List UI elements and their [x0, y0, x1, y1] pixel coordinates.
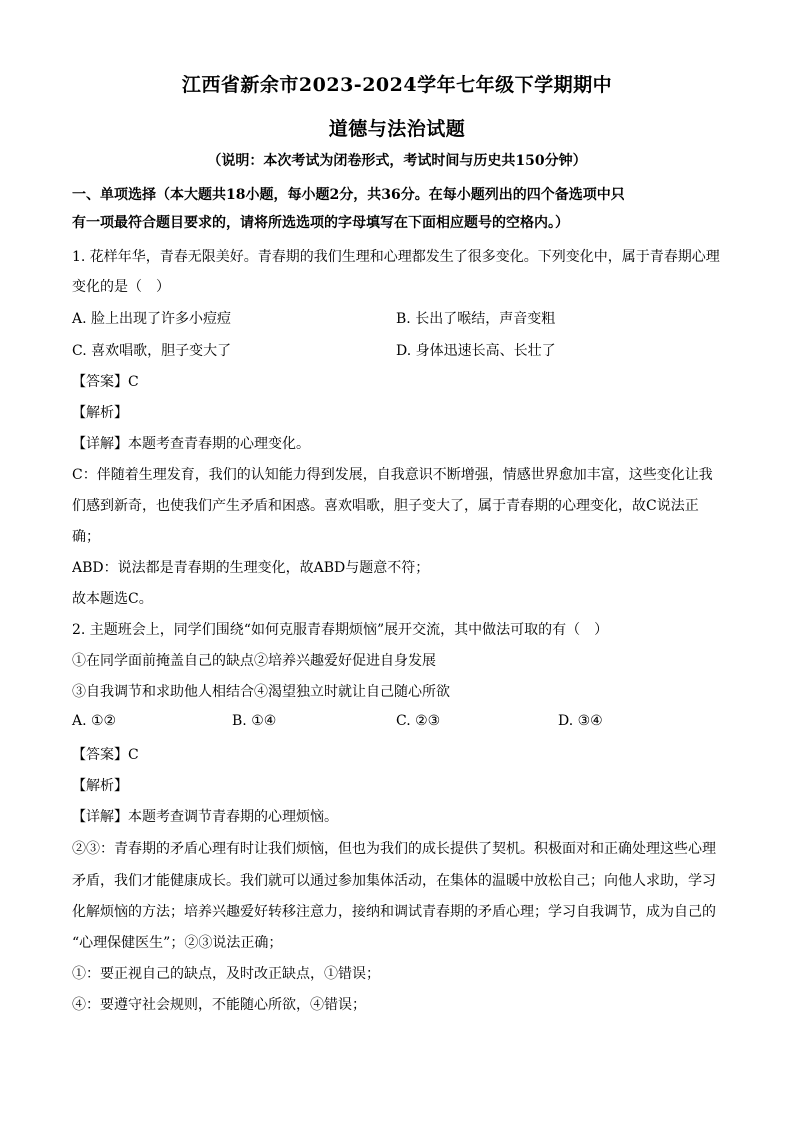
- section-heading-line-2: 有一项最符合题目要求的，请将所选选项的字母填写在下面相应题号的空格内。）: [72, 215, 569, 231]
- q1-detail: 【详解】本题考查青春期的心理变化。: [72, 436, 310, 452]
- q2-explanation-line-3: 化解烦恼的方法；培养兴趣爱好转移注意力，接纳和调试青春期的矛盾心理；学习自我调节，成为自己的: [72, 904, 716, 920]
- q1-analysis-label: 【解析】: [72, 405, 128, 421]
- q2-explanation-line-6: ④：要遵守社会规则，不能随心所欲，④错误；: [72, 997, 366, 1013]
- exam-note: （说明：本次考试为闭卷形式，考试时间与历史共150分钟）: [207, 153, 587, 169]
- q2-explanation-line-5: ①：要正视自己的缺点，及时改正缺点，①错误；: [72, 966, 380, 982]
- q1-answer: 【答案】C: [72, 374, 139, 390]
- q2-analysis-label: 【解析】: [72, 778, 128, 794]
- q2-option-a: A. ①②: [72, 713, 117, 729]
- q2-detail: 【详解】本题考查调节青春期的心理烦恼。: [72, 809, 338, 825]
- q1-option-a: A. 脸上出现了许多小痘痘: [72, 311, 232, 327]
- q1-explanation-line-4: ABD：说法都是青春期的生理变化，故ABD与题意不符；: [72, 560, 430, 576]
- q1-explanation-line-2: 们感到新奇，也使我们产生矛盾和困惑。喜欢唱歌，胆子变大了，属于青春期的心理变化，故C说法正: [72, 498, 699, 514]
- q1-option-c: C. 喜欢唱歌，胆子变大了: [72, 343, 232, 359]
- section-heading-line-1: 一、单项选择（本大题共18小题，每小题2分，共36分。在每小题列出的四个备选项中只: [72, 187, 625, 203]
- q2-explanation-line-1: ②③：青春期的矛盾心理有时让我们烦恼，但也为我们的成长提供了契机。积极面对和正确处理这些心理: [72, 841, 716, 857]
- q1-conclusion: 故本题选C。: [72, 591, 153, 607]
- q2-option-d: D. ③④: [558, 713, 603, 729]
- q1-stem-line-1: 1. 花样年华，青春无限美好。青春期的我们生理和心理都发生了很多变化。下列变化中，属于青春期心理: [72, 249, 720, 265]
- q1-explanation-line-1: C：伴随着生理发育，我们的认知能力得到发展，自我意识不断增强，情感世界愈加丰富，这些变化让我: [72, 467, 713, 483]
- q2-explanation-line-2: 矛盾，我们才能健康成长。我们就可以通过参加集体活动，在集体的温暖中放松自己；向他人求助，学习: [72, 873, 716, 889]
- q1-stem-line-2: 变化的是（ ）: [72, 279, 170, 295]
- q2-option-b: B. ①④: [232, 713, 277, 729]
- q2-stem-line-3: ③自我调节和求助他人相结合④渴望独立时就让自己随心所欲: [72, 684, 450, 700]
- q2-stem-line-1: 2. 主题班会上，同学们围绕“如何克服青春期烦恼”展开交流，其中做法可取的有（ ）: [72, 622, 609, 638]
- exam-subtitle: 道德与法治试题: [328, 118, 466, 140]
- q2-explanation-line-4: “心理保健医生”；②③说法正确；: [72, 935, 283, 951]
- q1-option-b: B. 长出了喉结，声音变粗: [396, 311, 556, 327]
- q2-answer: 【答案】C: [72, 747, 139, 763]
- q2-stem-line-2: ①在同学面前掩盖自己的缺点②培养兴趣爱好促进自身发展: [72, 653, 436, 669]
- exam-title: 江西省新余市2023-2024学年七年级下学期期中: [181, 74, 613, 96]
- q1-option-d: D. 身体迅速长高、长壮了: [396, 343, 556, 359]
- q1-explanation-line-3: 确；: [72, 529, 100, 545]
- q2-option-c: C. ②③: [396, 713, 441, 729]
